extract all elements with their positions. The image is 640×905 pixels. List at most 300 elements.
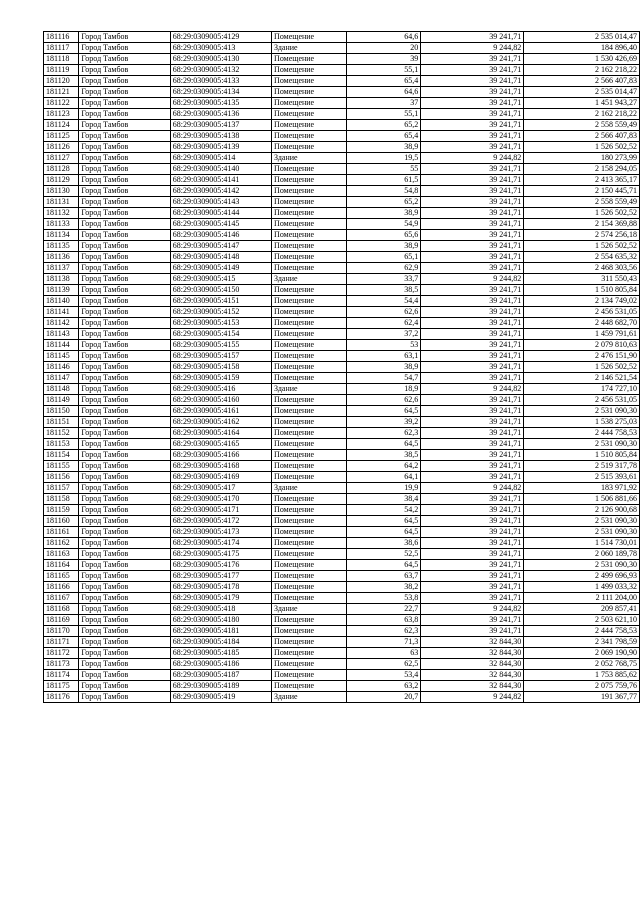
unit-value-cell: 9 244,82 (421, 604, 524, 615)
row-number-cell: 181168 (44, 604, 79, 615)
area-cell: 62,9 (347, 263, 421, 274)
area-cell: 37,2 (347, 329, 421, 340)
table-row (44, 219, 640, 230)
city-cell: Город Тамбов (79, 329, 170, 340)
table-row (44, 604, 640, 615)
city-cell: Город Тамбов (79, 692, 170, 703)
row-number-cell: 181143 (44, 329, 79, 340)
unit-value-cell: 39 241,71 (421, 175, 524, 186)
unit-value-cell: 39 241,71 (421, 593, 524, 604)
row-number-cell: 181151 (44, 417, 79, 428)
total-value-cell: 209 857,41 (524, 604, 640, 615)
city-cell: Город Тамбов (79, 406, 170, 417)
area-cell: 37 (347, 98, 421, 109)
cadastral-number-cell: 68:29:0309005:4186 (170, 659, 271, 670)
unit-value-cell: 39 241,71 (421, 252, 524, 263)
property-table (43, 31, 640, 703)
cadastral-number-cell: 68:29:0309005:4158 (170, 362, 271, 373)
table-row (44, 549, 640, 560)
cadastral-number-cell: 68:29:0309005:4184 (170, 637, 271, 648)
object-type-cell: Помещение (272, 296, 347, 307)
unit-value-cell: 39 241,71 (421, 527, 524, 538)
row-number-cell: 181137 (44, 263, 79, 274)
object-type-cell: Помещение (272, 626, 347, 637)
city-cell: Город Тамбов (79, 582, 170, 593)
cadastral-number-cell: 68:29:0309005:4140 (170, 164, 271, 175)
city-cell: Город Тамбов (79, 87, 170, 98)
row-number-cell: 181153 (44, 439, 79, 450)
table-row (44, 87, 640, 98)
unit-value-cell: 39 241,71 (421, 54, 524, 65)
unit-value-cell: 39 241,71 (421, 472, 524, 483)
total-value-cell: 1 499 033,32 (524, 582, 640, 593)
object-type-cell: Помещение (272, 670, 347, 681)
row-number-cell: 181148 (44, 384, 79, 395)
table-row (44, 131, 640, 142)
city-cell: Город Тамбов (79, 417, 170, 428)
object-type-cell: Помещение (272, 417, 347, 428)
cadastral-number-cell: 68:29:0309005:4150 (170, 285, 271, 296)
table-row (44, 373, 640, 384)
city-cell: Город Тамбов (79, 153, 170, 164)
city-cell: Город Тамбов (79, 538, 170, 549)
unit-value-cell: 39 241,71 (421, 219, 524, 230)
table-row (44, 98, 640, 109)
table-row (44, 362, 640, 373)
city-cell: Город Тамбов (79, 626, 170, 637)
unit-value-cell: 39 241,71 (421, 230, 524, 241)
unit-value-cell: 39 241,71 (421, 65, 524, 76)
row-number-cell: 181130 (44, 186, 79, 197)
cadastral-number-cell: 68:29:0309005:4134 (170, 87, 271, 98)
row-number-cell: 181150 (44, 406, 79, 417)
area-cell: 39,2 (347, 417, 421, 428)
object-type-cell: Здание (272, 274, 347, 285)
row-number-cell: 181134 (44, 230, 79, 241)
area-cell: 54,8 (347, 186, 421, 197)
cadastral-number-cell: 68:29:0309005:4135 (170, 98, 271, 109)
table-row (44, 164, 640, 175)
object-type-cell: Помещение (272, 307, 347, 318)
object-type-cell: Здание (272, 43, 347, 54)
object-type-cell: Помещение (272, 252, 347, 263)
cadastral-number-cell: 68:29:0309005:4132 (170, 65, 271, 76)
total-value-cell: 311 550,43 (524, 274, 640, 285)
row-number-cell: 181149 (44, 395, 79, 406)
table-row (44, 340, 640, 351)
area-cell: 63,2 (347, 681, 421, 692)
total-value-cell: 2 531 090,30 (524, 516, 640, 527)
city-cell: Город Тамбов (79, 252, 170, 263)
table-row (44, 538, 640, 549)
object-type-cell: Помещение (272, 329, 347, 340)
row-number-cell: 181164 (44, 560, 79, 571)
total-value-cell: 2 515 393,61 (524, 472, 640, 483)
total-value-cell: 2 413 365,17 (524, 175, 640, 186)
city-cell: Город Тамбов (79, 318, 170, 329)
object-type-cell: Помещение (272, 648, 347, 659)
total-value-cell: 1 538 275,03 (524, 417, 640, 428)
object-type-cell: Помещение (272, 362, 347, 373)
total-value-cell: 2 531 090,30 (524, 439, 640, 450)
total-value-cell: 2 448 682,70 (524, 318, 640, 329)
total-value-cell: 2 531 090,30 (524, 406, 640, 417)
city-cell: Город Тамбов (79, 527, 170, 538)
table-row (44, 494, 640, 505)
total-value-cell: 1 530 426,69 (524, 54, 640, 65)
row-number-cell: 181127 (44, 153, 79, 164)
row-number-cell: 181176 (44, 692, 79, 703)
row-number-cell: 181129 (44, 175, 79, 186)
unit-value-cell: 39 241,71 (421, 373, 524, 384)
city-cell: Город Тамбов (79, 450, 170, 461)
total-value-cell: 2 126 900,68 (524, 505, 640, 516)
city-cell: Город Тамбов (79, 472, 170, 483)
city-cell: Город Тамбов (79, 659, 170, 670)
total-value-cell: 2 134 749,02 (524, 296, 640, 307)
object-type-cell: Помещение (272, 285, 347, 296)
city-cell: Город Тамбов (79, 604, 170, 615)
cadastral-number-cell: 68:29:0309005:4185 (170, 648, 271, 659)
total-value-cell: 2 444 758,53 (524, 428, 640, 439)
total-value-cell: 2 069 190,90 (524, 648, 640, 659)
row-number-cell: 181141 (44, 307, 79, 318)
city-cell: Город Тамбов (79, 373, 170, 384)
cadastral-number-cell: 68:29:0309005:419 (170, 692, 271, 703)
unit-value-cell: 9 244,82 (421, 43, 524, 54)
total-value-cell: 1 526 502,52 (524, 208, 640, 219)
row-number-cell: 181126 (44, 142, 79, 153)
total-value-cell: 1 510 805,84 (524, 285, 640, 296)
total-value-cell: 1 451 943,27 (524, 98, 640, 109)
table-row (44, 230, 640, 241)
unit-value-cell: 39 241,71 (421, 571, 524, 582)
total-value-cell: 174 727,10 (524, 384, 640, 395)
total-value-cell: 2 111 204,00 (524, 593, 640, 604)
cadastral-number-cell: 68:29:0309005:4159 (170, 373, 271, 384)
total-value-cell: 2 554 635,32 (524, 252, 640, 263)
total-value-cell: 2 456 531,05 (524, 395, 640, 406)
total-value-cell: 184 896,40 (524, 43, 640, 54)
unit-value-cell: 9 244,82 (421, 384, 524, 395)
row-number-cell: 181123 (44, 109, 79, 120)
table-row (44, 54, 640, 65)
row-number-cell: 181159 (44, 505, 79, 516)
object-type-cell: Помещение (272, 241, 347, 252)
area-cell: 54,4 (347, 296, 421, 307)
cadastral-number-cell: 68:29:0309005:4152 (170, 307, 271, 318)
city-cell: Город Тамбов (79, 439, 170, 450)
row-number-cell: 181145 (44, 351, 79, 362)
row-number-cell: 181175 (44, 681, 79, 692)
cadastral-number-cell: 68:29:0309005:4162 (170, 417, 271, 428)
table-row (44, 406, 640, 417)
row-number-cell: 181131 (44, 197, 79, 208)
area-cell: 64,5 (347, 560, 421, 571)
row-number-cell: 181140 (44, 296, 79, 307)
unit-value-cell: 39 241,71 (421, 186, 524, 197)
unit-value-cell: 39 241,71 (421, 450, 524, 461)
city-cell: Город Тамбов (79, 428, 170, 439)
object-type-cell: Помещение (272, 472, 347, 483)
unit-value-cell: 39 241,71 (421, 560, 524, 571)
unit-value-cell: 39 241,71 (421, 626, 524, 637)
unit-value-cell: 9 244,82 (421, 692, 524, 703)
area-cell: 64,5 (347, 439, 421, 450)
object-type-cell: Здание (272, 153, 347, 164)
unit-value-cell: 39 241,71 (421, 516, 524, 527)
unit-value-cell: 39 241,71 (421, 329, 524, 340)
total-value-cell: 2 341 798,59 (524, 637, 640, 648)
cadastral-number-cell: 68:29:0309005:4161 (170, 406, 271, 417)
cadastral-number-cell: 68:29:0309005:4151 (170, 296, 271, 307)
city-cell: Город Тамбов (79, 230, 170, 241)
unit-value-cell: 39 241,71 (421, 395, 524, 406)
object-type-cell: Помещение (272, 505, 347, 516)
row-number-cell: 181144 (44, 340, 79, 351)
object-type-cell: Помещение (272, 186, 347, 197)
row-number-cell: 181155 (44, 461, 79, 472)
area-cell: 65,4 (347, 131, 421, 142)
city-cell: Город Тамбов (79, 175, 170, 186)
unit-value-cell: 39 241,71 (421, 241, 524, 252)
total-value-cell: 2 075 759,76 (524, 681, 640, 692)
object-type-cell: Здание (272, 483, 347, 494)
row-number-cell: 181139 (44, 285, 79, 296)
cadastral-number-cell: 68:29:0309005:4165 (170, 439, 271, 450)
table-row (44, 395, 640, 406)
area-cell: 39 (347, 54, 421, 65)
total-value-cell: 2 158 294,05 (524, 164, 640, 175)
unit-value-cell: 32 844,30 (421, 670, 524, 681)
object-type-cell: Помещение (272, 681, 347, 692)
row-number-cell: 181133 (44, 219, 79, 230)
table-row (44, 43, 640, 54)
area-cell: 64,2 (347, 461, 421, 472)
city-cell: Город Тамбов (79, 197, 170, 208)
object-type-cell: Помещение (272, 219, 347, 230)
object-type-cell: Помещение (272, 549, 347, 560)
area-cell: 33,7 (347, 274, 421, 285)
unit-value-cell: 39 241,71 (421, 87, 524, 98)
city-cell: Город Тамбов (79, 549, 170, 560)
area-cell: 64,6 (347, 87, 421, 98)
city-cell: Город Тамбов (79, 395, 170, 406)
city-cell: Город Тамбов (79, 670, 170, 681)
table-row (44, 329, 640, 340)
cadastral-number-cell: 68:29:0309005:4172 (170, 516, 271, 527)
total-value-cell: 2 060 189,78 (524, 549, 640, 560)
cadastral-number-cell: 68:29:0309005:4149 (170, 263, 271, 274)
cadastral-number-cell: 68:29:0309005:4179 (170, 593, 271, 604)
unit-value-cell: 39 241,71 (421, 538, 524, 549)
city-cell: Город Тамбов (79, 615, 170, 626)
cadastral-number-cell: 68:29:0309005:4145 (170, 219, 271, 230)
total-value-cell: 2 566 407,83 (524, 131, 640, 142)
area-cell: 54,7 (347, 373, 421, 384)
row-number-cell: 181119 (44, 65, 79, 76)
object-type-cell: Помещение (272, 637, 347, 648)
row-number-cell: 181154 (44, 450, 79, 461)
unit-value-cell: 9 244,82 (421, 483, 524, 494)
table-row (44, 307, 640, 318)
city-cell: Город Тамбов (79, 505, 170, 516)
table-row (44, 142, 640, 153)
area-cell: 62,3 (347, 428, 421, 439)
city-cell: Город Тамбов (79, 483, 170, 494)
area-cell: 65,2 (347, 197, 421, 208)
unit-value-cell: 32 844,30 (421, 648, 524, 659)
city-cell: Город Тамбов (79, 164, 170, 175)
cadastral-number-cell: 68:29:0309005:4138 (170, 131, 271, 142)
area-cell: 65,1 (347, 252, 421, 263)
object-type-cell: Помещение (272, 351, 347, 362)
city-cell: Город Тамбов (79, 494, 170, 505)
area-cell: 65,2 (347, 120, 421, 131)
total-value-cell: 2 531 090,30 (524, 527, 640, 538)
table-row (44, 615, 640, 626)
city-cell: Город Тамбов (79, 54, 170, 65)
object-type-cell: Помещение (272, 659, 347, 670)
unit-value-cell: 32 844,30 (421, 681, 524, 692)
city-cell: Город Тамбов (79, 76, 170, 87)
object-type-cell: Помещение (272, 494, 347, 505)
object-type-cell: Помещение (272, 538, 347, 549)
object-type-cell: Помещение (272, 406, 347, 417)
table-row (44, 582, 640, 593)
table-row (44, 505, 640, 516)
table-row (44, 560, 640, 571)
table-row (44, 208, 640, 219)
unit-value-cell: 9 244,82 (421, 274, 524, 285)
row-number-cell: 181142 (44, 318, 79, 329)
table-row (44, 450, 640, 461)
unit-value-cell: 39 241,71 (421, 318, 524, 329)
row-number-cell: 181166 (44, 582, 79, 593)
object-type-cell: Помещение (272, 571, 347, 582)
table-row (44, 252, 640, 263)
area-cell: 64,1 (347, 472, 421, 483)
object-type-cell: Помещение (272, 120, 347, 131)
city-cell: Город Тамбов (79, 461, 170, 472)
cadastral-number-cell: 68:29:0309005:4170 (170, 494, 271, 505)
city-cell: Город Тамбов (79, 285, 170, 296)
object-type-cell: Помещение (272, 65, 347, 76)
area-cell: 19,9 (347, 483, 421, 494)
cadastral-number-cell: 68:29:0309005:4137 (170, 120, 271, 131)
area-cell: 71,3 (347, 637, 421, 648)
object-type-cell: Помещение (272, 582, 347, 593)
row-number-cell: 181124 (44, 120, 79, 131)
cadastral-number-cell: 68:29:0309005:4174 (170, 538, 271, 549)
unit-value-cell: 39 241,71 (421, 362, 524, 373)
unit-value-cell: 39 241,71 (421, 131, 524, 142)
cadastral-number-cell: 68:29:0309005:4181 (170, 626, 271, 637)
area-cell: 38,9 (347, 241, 421, 252)
cadastral-number-cell: 68:29:0309005:4176 (170, 560, 271, 571)
cadastral-number-cell: 68:29:0309005:4155 (170, 340, 271, 351)
total-value-cell: 1 459 791,61 (524, 329, 640, 340)
object-type-cell: Помещение (272, 109, 347, 120)
area-cell: 64,5 (347, 516, 421, 527)
total-value-cell: 2 535 014,47 (524, 32, 640, 43)
area-cell: 20,7 (347, 692, 421, 703)
cadastral-number-cell: 68:29:0309005:4177 (170, 571, 271, 582)
unit-value-cell: 39 241,71 (421, 615, 524, 626)
unit-value-cell: 39 241,71 (421, 120, 524, 131)
unit-value-cell: 39 241,71 (421, 340, 524, 351)
table-row (44, 285, 640, 296)
city-cell: Город Тамбов (79, 32, 170, 43)
unit-value-cell: 39 241,71 (421, 197, 524, 208)
row-number-cell: 181172 (44, 648, 79, 659)
cadastral-number-cell: 68:29:0309005:4148 (170, 252, 271, 263)
total-value-cell: 1 526 502,52 (524, 362, 640, 373)
object-type-cell: Здание (272, 604, 347, 615)
city-cell: Город Тамбов (79, 593, 170, 604)
table-row (44, 175, 640, 186)
row-number-cell: 181125 (44, 131, 79, 142)
total-value-cell: 2 558 559,49 (524, 120, 640, 131)
table-row (44, 637, 640, 648)
city-cell: Город Тамбов (79, 109, 170, 120)
unit-value-cell: 39 241,71 (421, 351, 524, 362)
city-cell: Город Тамбов (79, 65, 170, 76)
table-row (44, 461, 640, 472)
row-number-cell: 181136 (44, 252, 79, 263)
cadastral-number-cell: 68:29:0309005:413 (170, 43, 271, 54)
city-cell: Город Тамбов (79, 296, 170, 307)
area-cell: 64,5 (347, 527, 421, 538)
row-number-cell: 181160 (44, 516, 79, 527)
table-row (44, 186, 640, 197)
table-row (44, 318, 640, 329)
unit-value-cell: 39 241,71 (421, 76, 524, 87)
city-cell: Город Тамбов (79, 516, 170, 527)
city-cell: Город Тамбов (79, 142, 170, 153)
area-cell: 53,4 (347, 670, 421, 681)
row-number-cell: 181128 (44, 164, 79, 175)
total-value-cell: 2 154 369,88 (524, 219, 640, 230)
unit-value-cell: 39 241,71 (421, 461, 524, 472)
table-row (44, 626, 640, 637)
total-value-cell: 2 079 810,63 (524, 340, 640, 351)
cadastral-number-cell: 68:29:0309005:418 (170, 604, 271, 615)
area-cell: 62,3 (347, 626, 421, 637)
area-cell: 64,6 (347, 32, 421, 43)
row-number-cell: 181152 (44, 428, 79, 439)
total-value-cell: 2 476 151,90 (524, 351, 640, 362)
total-value-cell: 2 566 407,83 (524, 76, 640, 87)
table-row (44, 681, 640, 692)
area-cell: 53,8 (347, 593, 421, 604)
city-cell: Город Тамбов (79, 219, 170, 230)
area-cell: 38,9 (347, 208, 421, 219)
object-type-cell: Помещение (272, 76, 347, 87)
table-row (44, 109, 640, 120)
cadastral-number-cell: 68:29:0309005:4139 (170, 142, 271, 153)
table-row (44, 263, 640, 274)
total-value-cell: 2 150 445,71 (524, 186, 640, 197)
total-value-cell: 2 444 758,53 (524, 626, 640, 637)
cadastral-number-cell: 68:29:0309005:4144 (170, 208, 271, 219)
row-number-cell: 181167 (44, 593, 79, 604)
table-row (44, 439, 640, 450)
area-cell: 65,4 (347, 76, 421, 87)
cadastral-number-cell: 68:29:0309005:4129 (170, 32, 271, 43)
row-number-cell: 181158 (44, 494, 79, 505)
row-number-cell: 181135 (44, 241, 79, 252)
